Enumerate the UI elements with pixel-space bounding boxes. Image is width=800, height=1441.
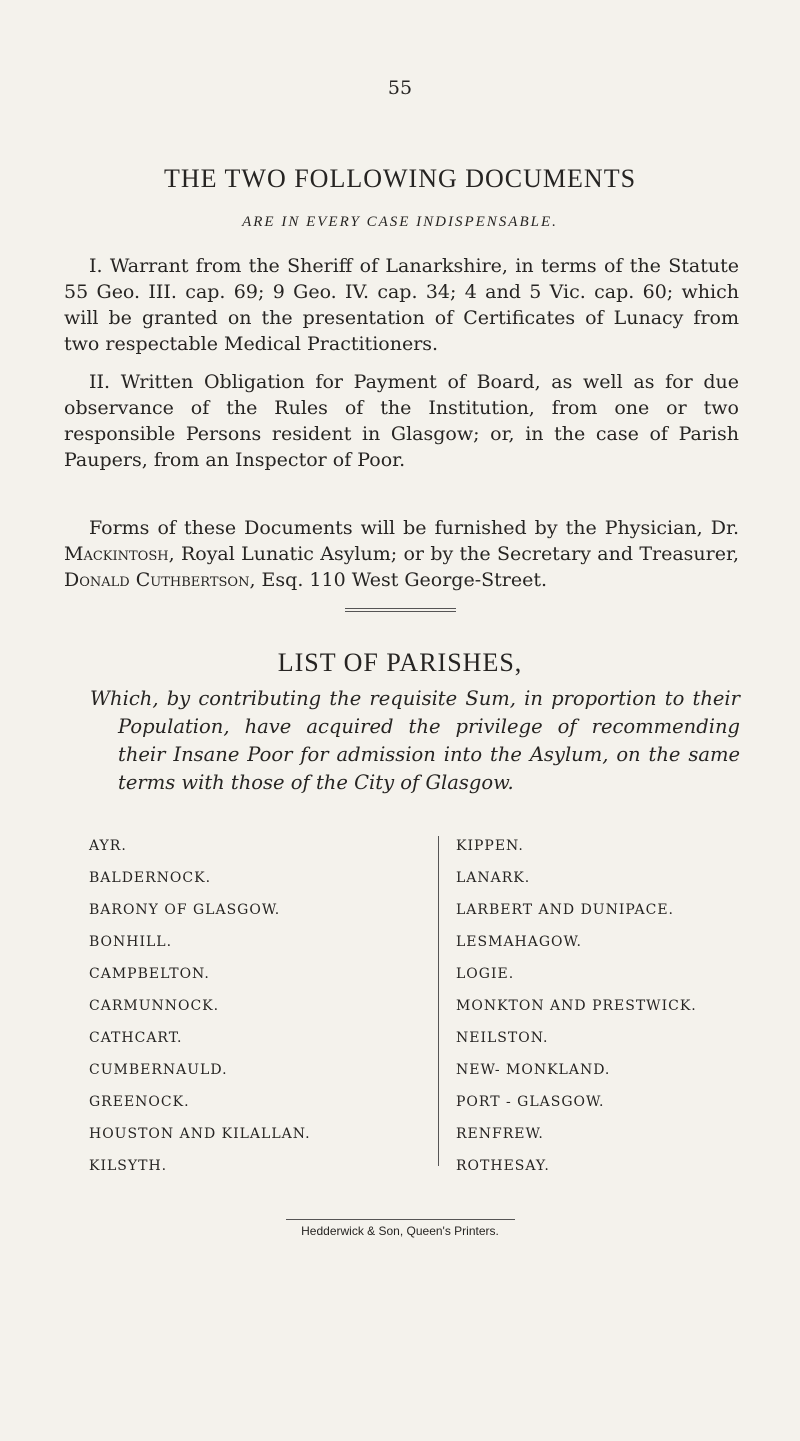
paragraph-forms (64, 515, 739, 593)
parish-item: KILSYTH. (89, 1158, 168, 1174)
forms-text-2: , Royal Lunatic Asylum; or by the Secretary and Treasurer, (168, 543, 739, 565)
parishes-intro: Which, by contributing the requisite Sum, in proportion to their Population, have acquired the privilege of recommending their Insane Poor for admission into the Asylum, on the same terms with those of the City of Glasgow. (90, 687, 740, 794)
parish-item: CAMPBELTON. (89, 966, 210, 982)
forms-text-3: , Esq. 110 West George-Street. (249, 569, 548, 591)
secretary-name: Donald Cuthbertson (64, 569, 250, 591)
parish-item: LANARK. (456, 870, 531, 886)
parish-item: LESMAHAGOW. (456, 934, 582, 950)
parish-item: NEILSTON. (456, 1030, 549, 1046)
column-divider (438, 836, 439, 1166)
parish-list-left (89, 830, 311, 1182)
parish-item: AYR. (89, 838, 127, 854)
parish-item: ROTHESAY. (456, 1158, 550, 1174)
parish-item: NEW- MONKLAND. (456, 1062, 611, 1078)
forms-text-1: Forms of these Documents will be furnished by the Physician, Dr. (89, 517, 739, 539)
parish-list-right (456, 830, 697, 1182)
parishes-heading: LIST OF PARISHES, (277, 648, 523, 677)
parish-item: LOGIE. (456, 966, 515, 982)
parish-item: RENFREW. (456, 1126, 544, 1142)
parish-item: GREENOCK. (89, 1094, 190, 1110)
parish-item: CARMUNNOCK. (89, 998, 220, 1014)
parish-item: HOUSTON AND KILALLAN. (89, 1126, 311, 1142)
page-number: 55 (387, 77, 413, 99)
documents-subheading: ARE IN EVERY CASE INDISPENSABLE. (242, 214, 558, 230)
parish-item: CUMBERNAULD. (89, 1062, 228, 1078)
parish-item: BONHILL. (89, 934, 173, 950)
parish-item: PORT - GLASGOW. (456, 1094, 605, 1110)
parish-item: BALDERNOCK. (89, 870, 212, 886)
physician-name: Mackintosh (64, 543, 169, 565)
parish-item: KIPPEN. (456, 838, 524, 854)
parish-item: CATHCART. (89, 1030, 183, 1046)
paragraph-obligation: II. Written Obligation for Payment of Board, as well as for due observance of the Rules of the Institution, from one or two responsible Persons resident in Glasgow; or, in the case of Parish Paupers, from an Inspector of Poor. (64, 371, 739, 471)
parish-item: MONKTON AND PRESTWICK. (456, 998, 697, 1014)
printer-imprint: Hedderwick & Son, Queen's Printers. (301, 1224, 499, 1238)
documents-heading: THE TWO FOLLOWING DOCUMENTS (163, 164, 637, 193)
paragraph-warrant: I. Warrant from the Sheriff of Lanarkshire, in terms of the Statute 55 Geo. III. cap. 69; 9 Geo. IV. cap. 34; 4 and 5 Vic. cap. 60; which will be granted on the presentation of Certificates of Lunacy from two respectable Medical Practitioners. (64, 255, 739, 355)
printer-rule (286, 1219, 515, 1220)
parish-item: BARONY OF GLASGOW. (89, 902, 281, 918)
section-divider (345, 608, 456, 612)
parish-item: LARBERT AND DUNIPACE. (456, 902, 675, 918)
